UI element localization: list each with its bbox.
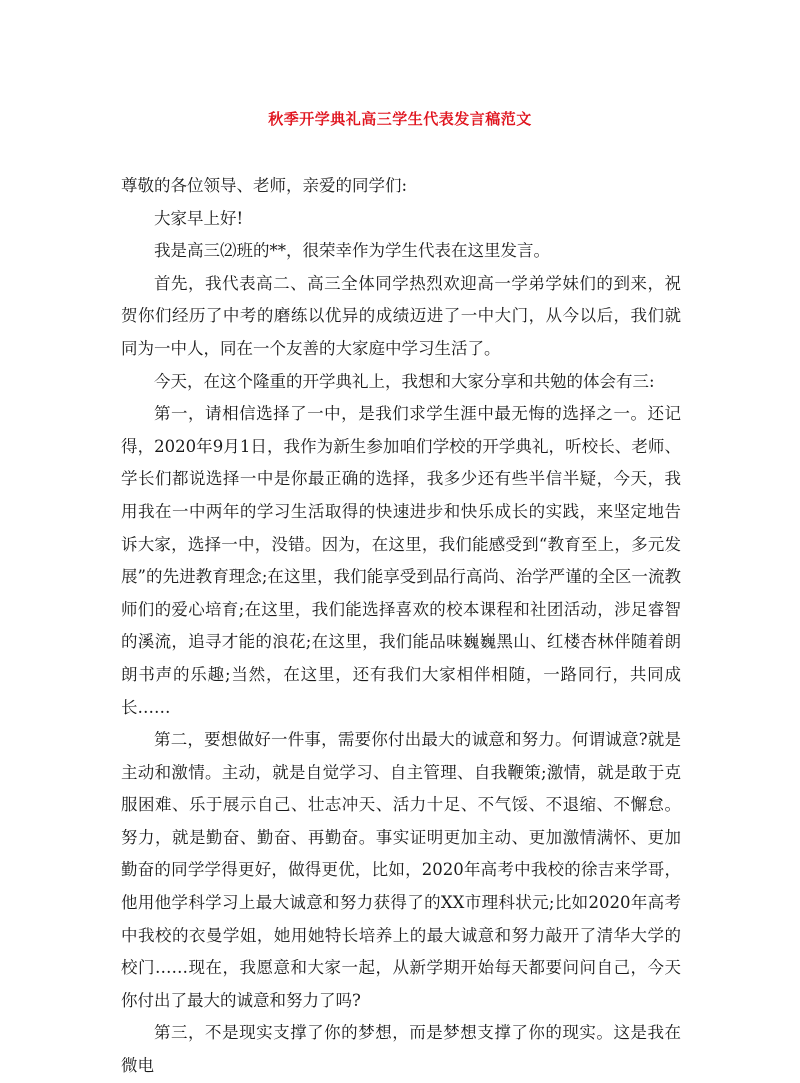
self-intro-paragraph: 我是高三⑵班的**，很荣幸作为学生代表在这里发言。 [154,241,550,261]
point-three-paragraph: 第三，不是现实支撑了你的梦想，而是梦想支撑了你的现实。这是我在微电 [121,1023,681,1076]
point-one-paragraph: 第一，请相信选择了一中，是我们求学生涯中最无悔的选择之一。还记得，2020年9月1日，我作为新生参加咱们学校的开学典礼，听校长、老师、学长们都说选择一中是你最正确的选择，我多少还有些半信半疑，今天，我用我在一中两年的学习生活取得的快速进步和快乐成长的实践，来坚定地告诉大家，选择一中，没错。因为，在这里，我们能感受到“教育至上，多元发展”的先进教育理念;在这里，我们能享受到品行高尚、治学严谨的全区一流教师们的爱心培育;在这里，我们能选择喜欢的校本课程和社团活动，涉足睿智的溪流，追寻才能的浪花;在这里，我们能品味巍巍黑山、红楼杏林伴随着朗朗书声的乐趣;当然，在这里，还有我们大家相伴相随，一路同行，共同成长…… [121,404,681,717]
good-morning-paragraph: 大家早上好! [154,208,244,228]
topic-intro-paragraph: 今天，在这个隆重的开学典礼上，我想和大家分享和共勉的体会有三: [154,371,655,391]
welcome-paragraph: 首先，我代表高二、高三全体同学热烈欢迎高一学弟学妹们的到来，祝贺你们经历了中考的磨练以优异的成绩迈进了一中大门，从今以后，我们就同为一中人，同在一个友善的大家庭中学习生活了。 [121,273,681,358]
document-body [121,170,681,1083]
greeting-paragraph: 尊敬的各位领导、老师，亲爱的同学们: [121,176,408,195]
document-title: 秋季开学典礼高三学生代表发言稿范文 [268,110,532,128]
point-two-paragraph: 第二，要想做好一件事，需要你付出最大的诚意和努力。何谓诚意?就是主动和激情。主动，就是自觉学习、自主管理、自我鞭策;激情，就是敢于克服困难、乐于展示自己、壮志冲天、活力十足、不气馁、不退缩、不懈怠。努力，就是勤奋、勤奋、再勤奋。事实证明更加主动、更加激情满怀、更加勤奋的同学学得更好，做得更优，比如，2020年高考中我校的徐吉来学哥，他用他学科学习上最大诚意和努力获得了的XX市理科状元;比如2020年高考中我校的衣曼学姐，她用她特长培养上的最大诚意和努力敲开了清华大学的校门……现在，我愿意和大家一起，从新学期开始每天都要问问自己，今天你付出了最大的诚意和努力了吗? [121,730,681,1010]
